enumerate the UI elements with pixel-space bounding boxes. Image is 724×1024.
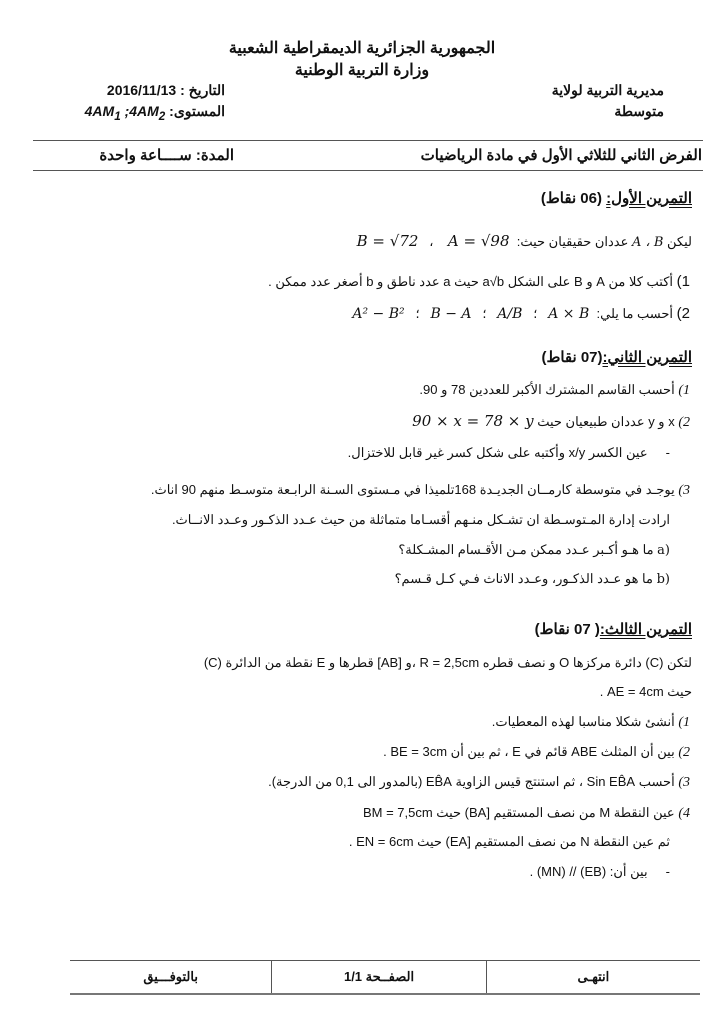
- q2-item-quotient: A/B: [497, 306, 523, 322]
- title-bottom-rule: [33, 170, 703, 171]
- exercise1-q2: 2) أحسب ما يلي: A × B ؛ A/B ؛ B − A ؛ A² − B²: [352, 305, 690, 322]
- exercise2-q3-line2: [172, 512, 670, 528]
- q3a-text: ما هـو أكـبر عـدد ممكن مـن الأقـسام المشـكلة؟: [398, 542, 654, 557]
- q4-sub-text: بين أن: (EB) // (MN) .: [529, 864, 648, 879]
- intro-text-line2: حيث AE = 4cm .: [599, 684, 692, 699]
- q4-text-line2: ثم عين النقطة N من نصف المستقيم [EA) حيث EN = 6cm .: [348, 834, 670, 849]
- q4-text: عين النقطة M من نصف المستقيم [BA) حيث BM = 7,5cm: [362, 805, 675, 820]
- date-value: 2016/11/13: [106, 82, 177, 98]
- q2-number: 2): [678, 415, 690, 430]
- exam-title: الفرض الثاني للثلاثي الأول في مادة الرياضيات: [420, 147, 702, 164]
- q2-equation: 90 × x = 78 × y: [412, 412, 534, 430]
- footer-table: [70, 960, 700, 995]
- q3a-label: a): [657, 543, 670, 558]
- level-class-b: 4AM: [84, 103, 115, 119]
- date-field: [75, 82, 225, 99]
- footer-end: انتهـى: [577, 969, 610, 984]
- exercise3-q4-line2: [349, 834, 670, 850]
- exercise1-points: (06 نقاط): [540, 190, 602, 207]
- dash-bullet: -: [651, 864, 670, 879]
- exercise3-title: التمرين الثالث:: [599, 621, 692, 638]
- exercise2-q3a: [398, 542, 670, 558]
- q1-number: 1): [678, 383, 690, 398]
- q1-number: 1): [678, 715, 690, 730]
- level-sub-b: 1: [114, 109, 121, 123]
- level-field: [62, 103, 225, 123]
- q1-text: أحسب القاسم المشترك الأكبر للعددين 78 و 90.: [419, 382, 675, 397]
- q2-number: 2): [676, 305, 690, 322]
- exercise3-intro: [204, 655, 692, 671]
- exam-duration: المدة: ســــاعة واحدة: [99, 147, 234, 164]
- exercise3-q3: [268, 774, 690, 791]
- exercise1-title: التمرين الأول:: [606, 190, 692, 207]
- exercise3-q4-sub: [530, 864, 670, 880]
- level-class-a: 4AM: [129, 103, 159, 119]
- title-top-rule: [33, 140, 703, 141]
- q2-number: 2): [678, 745, 690, 760]
- exercise2-points: (07 نقاط): [541, 349, 603, 366]
- exercise2-q2: [412, 412, 690, 431]
- level-label: المستوى:: [169, 103, 225, 119]
- date-label: التاريخ :: [180, 82, 225, 98]
- q1-text: أكتب كلا من A و B على الشكل a√b حيث a عدد ناطق و b أصغر عدد ممكن .: [268, 274, 674, 289]
- exercise3-points: ( 07 نقاط): [534, 621, 600, 638]
- q3-number: 3): [678, 483, 690, 498]
- q3b-label: b): [656, 572, 670, 587]
- exercise3-heading: [535, 620, 692, 638]
- exercise3-q4: [363, 805, 690, 822]
- level-value: [84, 103, 166, 123]
- exercise2-q2-sub: [348, 445, 670, 461]
- ministry-heading: وزارة التربية الوطنية: [294, 62, 430, 79]
- q3-text: أحسب Sin EB̂A ، ثم استنتج قيس الزاوية EB̂A (بالمدور الى 0,1 من الدرجة).: [268, 774, 675, 789]
- q3-text-line2: ارادت إدارة المـتوسـطة ان تشـكل منـهم أقسـاما متماثلة من حيث عـدد الذكـور وعـدد الانــاث.: [171, 512, 670, 527]
- exercise2-heading: [541, 348, 692, 366]
- q2-item-difference: B − A: [430, 306, 472, 322]
- exercise1-heading: [541, 189, 692, 207]
- q2-text: أحسب ما يلي:: [596, 306, 674, 321]
- exercise1-q1: [268, 273, 690, 290]
- level-separator: ;: [124, 103, 130, 119]
- intro-text: لتكن (C) دائرة مركزها O و نصف قطره R = 2,5cm ،و [AB] قطرها و E نقطة من الدائرة (C): [203, 655, 692, 670]
- republic-heading: الجمهورية الجزائرية الديمقراطية الشعبية: [228, 40, 496, 57]
- intro-vars: A ، B: [632, 235, 664, 250]
- exercise2-title: التمرين الثاني:: [602, 349, 692, 366]
- exercise1-intro: ليكن A ، B عددان حقيقيان حيث: A = √98 ، B = √72: [356, 232, 692, 250]
- exercise2-q1: [419, 382, 690, 399]
- level-sub-a: 2: [158, 109, 166, 123]
- q4-number: 4): [678, 806, 690, 821]
- q2-text: بين أن المثلث ABE قائم في E ، ثم بين أن BE = 3cm .: [383, 744, 675, 759]
- dash-bullet: -: [651, 445, 670, 460]
- q2-item-product: A × B: [548, 306, 590, 322]
- b-definition: B = √72: [356, 232, 419, 250]
- exercise3-intro2: [600, 684, 692, 700]
- q2-text: x و y عددان طبيعيان حيث: [537, 414, 675, 429]
- q3-text: يوجـد في متوسطة كارمــان الجديـدة 168تلميذا في مـستوى السـنة الرابـعة متوسـط منهم 90 اناث.: [150, 482, 675, 497]
- intro-word: ليكن: [667, 234, 692, 249]
- footer-page: الصفــحة 1/1: [272, 961, 486, 993]
- footer-good-luck: بالتوفـــيق: [70, 961, 272, 993]
- exercise3-q2: [383, 744, 690, 761]
- school-label: متوسطة: [614, 103, 664, 119]
- exercise2-q3b: [395, 571, 670, 587]
- q3-number: 3): [678, 775, 690, 790]
- q1-number: 1): [676, 273, 690, 290]
- q2-item-squares: A² − B²: [352, 306, 405, 322]
- intro-rest: عددان حقيقيان حيث:: [516, 234, 629, 249]
- a-definition: A = √98: [447, 232, 510, 250]
- directorate-label: مديرية التربية لولاية: [551, 82, 664, 98]
- q1-text: أنشئ شكلا مناسبا لهذه المعطيات.: [491, 714, 675, 729]
- q3b-text: ما هو عـدد الذكـور، وعـدد الاناث فـي كـل قـسم؟: [394, 571, 653, 586]
- exercise2-q3: [151, 482, 690, 499]
- exercise3-q1: [492, 714, 690, 731]
- q2-sub-text: عين الكسر x/y وأكتبه على شكل كسر غير قابل للاختزال.: [347, 445, 648, 460]
